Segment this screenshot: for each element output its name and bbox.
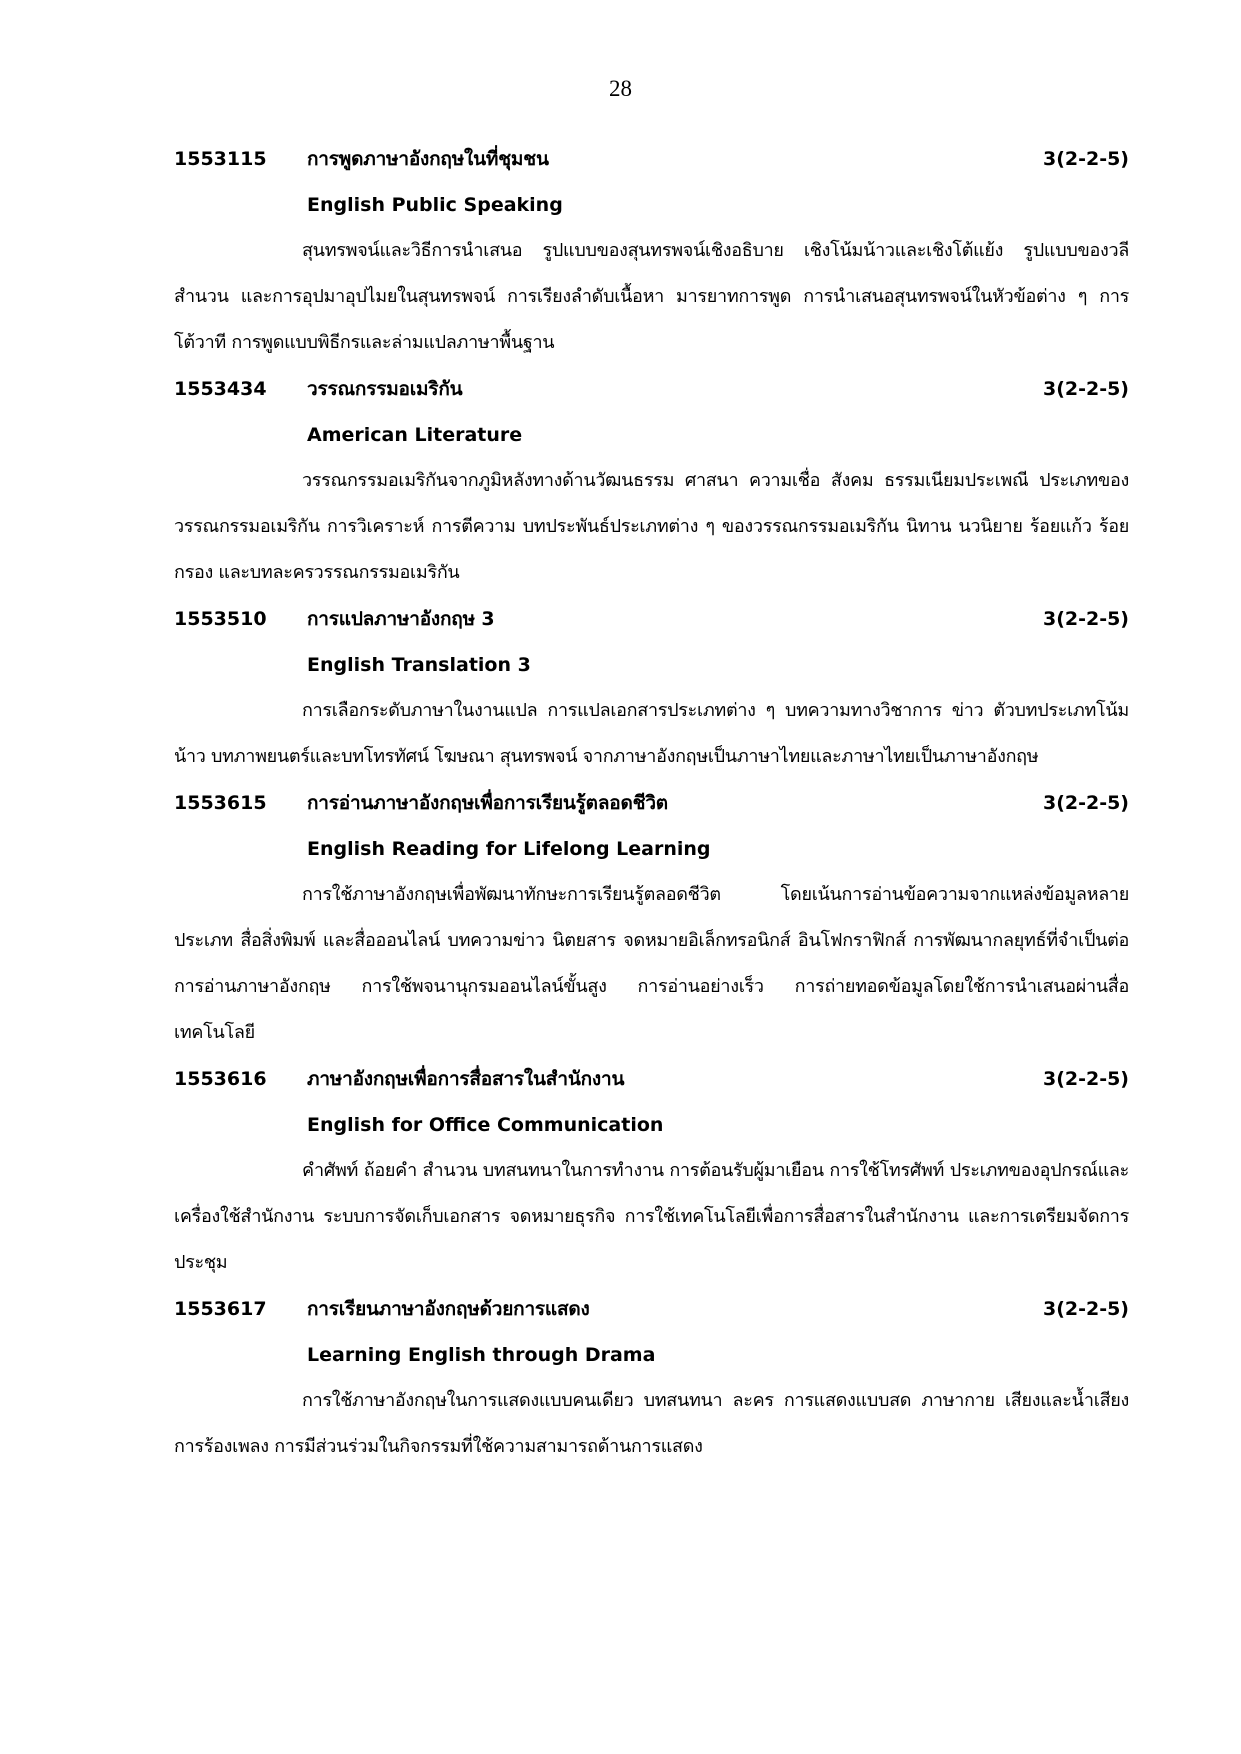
course-description: การใช้ภาษาอังกฤษในการแสดงแบบคนเดียว บทสนทนา ละคร การแสดงแบบสด ภาษากาย เสียงและน้ำเสียง การร้องเพลง การมีส่วนร่วมในกิจกรรมที่ใช้ความสามารถด้านการแสดง bbox=[174, 1390, 1129, 1457]
course-credits: 3(2-2-5) bbox=[1042, 1068, 1129, 1090]
course-code: 1553115 bbox=[174, 148, 267, 170]
course-code: 1553617 bbox=[174, 1298, 267, 1320]
course-description: สุนทรพจน์และวิธีการนำเสนอ รูปแบบของสุนทรพจน์เชิงอธิบาย เชิงโน้มน้าวและเชิงโต้แย้ง รูปแบบของวลี สำนวน และการอุปมาอุปไมยในสุนทรพจน์ การเรียงลำดับเนื้อหา มารยาทการพูด การนำเสนอสุนทรพจน์ในหัวข้อต่าง ๆ การโต้วาที การพูดแบบพิธีกรและล่ามแปลภาษาพื้นฐาน bbox=[174, 240, 1129, 353]
course-description: การใช้ภาษาอังกฤษเพื่อพัฒนาทักษะการเรียนรู้ตลอดชีวิต โดยเน้นการอ่านข้อความจากแหล่งข้อมูลหลายประเภท สื่อสิ่งพิมพ์ และสื่อออนไลน์ บทความข่าว นิตยสาร จดหมายอิเล็กทรอนิกส์ อินโฟกราฟิกส์ การพัฒนากลยุทธ์ที่จำเป็นต่อการอ่านภาษาอังกฤษ การใช้พจนานุกรมออนไลน์ขั้นสูง การอ่านอย่างเร็ว การถ่ายทอดข้อมูลโดยใช้การนำเสนอผ่านสื่อเทคโนโลยี bbox=[174, 884, 1129, 1043]
course-entry bbox=[174, 136, 1129, 366]
course-title-english: English Public Speaking bbox=[307, 194, 563, 216]
course-credits: 3(2-2-5) bbox=[1042, 148, 1129, 170]
course-title-thai: การพูดภาษาอังกฤษในที่ชุมชน bbox=[307, 148, 549, 170]
course-entry bbox=[174, 1056, 1129, 1286]
course-entry bbox=[174, 596, 1129, 780]
course-title-thai: วรรณกรรมอเมริกัน bbox=[307, 378, 463, 400]
course-title-english: American Literature bbox=[307, 424, 523, 446]
course-list bbox=[174, 136, 1129, 1470]
course-credits: 3(2-2-5) bbox=[1042, 378, 1129, 400]
course-description: วรรณกรรมอเมริกันจากภูมิหลังทางด้านวัฒนธรรม ศาสนา ความเชื่อ สังคม ธรรมเนียมประเพณี ประเภทของวรรณกรรมอเมริกัน การวิเคราะห์ การตีความ บทประพันธ์ประเภทต่าง ๆ ของวรรณกรรมอเมริกัน นิทาน นวนิยาย ร้อยแก้ว ร้อยกรอง และบทละครวรรณกรรมอเมริกัน bbox=[174, 470, 1129, 583]
course-code: 1553510 bbox=[174, 608, 267, 630]
course-header bbox=[174, 366, 1129, 412]
course-entry bbox=[174, 366, 1129, 596]
course-entry bbox=[174, 1286, 1129, 1470]
course-header bbox=[174, 780, 1129, 826]
course-title-english: English for Office Communication bbox=[307, 1114, 664, 1136]
course-header bbox=[174, 136, 1129, 182]
course-title-english: English Reading for Lifelong Learning bbox=[307, 838, 711, 860]
course-description: คำศัพท์ ถ้อยคำ สำนวน บทสนทนาในการทำงาน การต้อนรับผู้มาเยือน การใช้โทรศัพท์ ประเภทของอุปกรณ์และเครื่องใช้สำนักงาน ระบบการจัดเก็บเอกสาร จดหมายธุรกิจ การใช้เทคโนโลยีเพื่อการสื่อสารในสำนักงาน และการเตรียมจัดการประชุม bbox=[174, 1160, 1129, 1273]
course-header bbox=[174, 1056, 1129, 1102]
course-title-thai: การอ่านภาษาอังกฤษเพื่อการเรียนรู้ตลอดชีวิต bbox=[307, 792, 668, 814]
course-code: 1553434 bbox=[174, 378, 267, 400]
course-code: 1553615 bbox=[174, 792, 267, 814]
course-credits: 3(2-2-5) bbox=[1042, 608, 1129, 630]
page-number: 28 bbox=[609, 76, 632, 101]
course-header bbox=[174, 1286, 1129, 1332]
course-header bbox=[174, 596, 1129, 642]
course-description: การเลือกระดับภาษาในงานแปล การแปลเอกสารประเภทต่าง ๆ บทความทางวิชาการ ข่าว ตัวบทประเภทโน้มน้าว บทภาพยนตร์และบทโทรทัศน์ โฆษณา สุนทรพจน์ จากภาษาอังกฤษเป็นภาษาไทยและภาษาไทยเป็นภาษาอังกฤษ bbox=[174, 700, 1129, 767]
course-title-english: English Translation 3 bbox=[307, 654, 531, 676]
course-code: 1553616 bbox=[174, 1068, 267, 1090]
course-credits: 3(2-2-5) bbox=[1042, 1298, 1129, 1320]
course-credits: 3(2-2-5) bbox=[1042, 792, 1129, 814]
course-title-thai: การเรียนภาษาอังกฤษด้วยการแสดง bbox=[307, 1298, 590, 1320]
course-title-english: Learning English through Drama bbox=[307, 1344, 656, 1366]
course-title-thai: การแปลภาษาอังกฤษ 3 bbox=[307, 608, 495, 630]
course-entry bbox=[174, 780, 1129, 1056]
course-title-thai: ภาษาอังกฤษเพื่อการสื่อสารในสำนักงาน bbox=[307, 1068, 625, 1090]
